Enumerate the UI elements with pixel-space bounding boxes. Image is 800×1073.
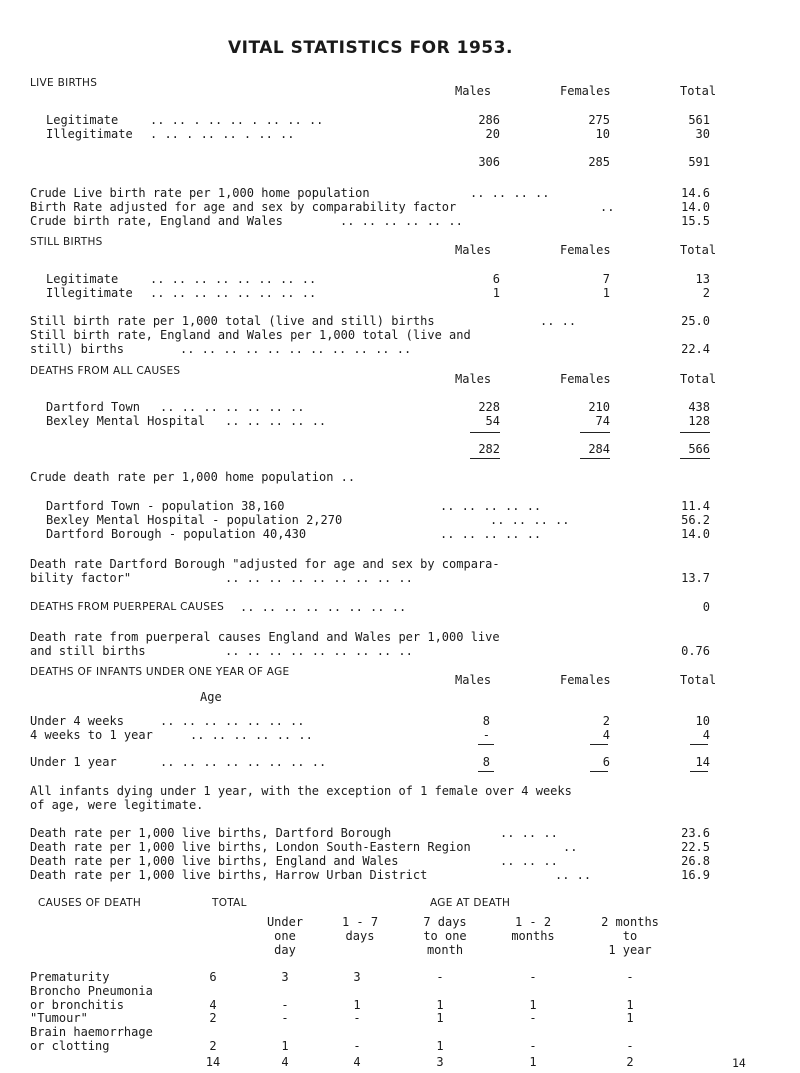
crude-death-heading: Crude death rate per 1,000 home population .. bbox=[30, 470, 356, 484]
males-total: 306 bbox=[478, 155, 500, 169]
page-title: VITAL STATISTICS FOR 1953. bbox=[228, 38, 513, 58]
dot-leader: .. .. bbox=[540, 314, 577, 328]
males-value: 20 bbox=[485, 127, 500, 141]
adjusted-rate-line1: Death rate Dartford Borough "adjusted for age and sex by compara- bbox=[30, 557, 500, 571]
deaths-header-males: Males bbox=[455, 372, 492, 386]
cause-value: 1 bbox=[626, 1011, 634, 1025]
subheader-line: to one bbox=[423, 929, 467, 943]
dot-leader: .. .. .. .. .. bbox=[225, 414, 327, 428]
row-label: Dartford Town bbox=[46, 400, 140, 414]
subheader-line: days bbox=[345, 929, 375, 943]
grand-total: 591 bbox=[688, 155, 710, 169]
rate-label: Death rate per 1,000 live births, Harrow Urban District bbox=[30, 868, 428, 882]
causes-heading: CAUSES OF DEATH bbox=[38, 897, 142, 909]
dot-leader: .. .. .. .. .. .. bbox=[340, 214, 463, 228]
dot-leader: .. .. bbox=[555, 868, 592, 882]
rate-label: Bexley Mental Hospital - population 2,270 bbox=[46, 513, 343, 527]
dot-leader: .. .. .. bbox=[500, 854, 558, 868]
males-value: - bbox=[482, 728, 490, 742]
puerperal-rate-value: 0.76 bbox=[681, 644, 710, 658]
dot-leader: .. .. .. .. .. .. .. bbox=[160, 714, 305, 728]
grand-total: 14 bbox=[695, 755, 710, 769]
deaths-header-females: Females bbox=[560, 372, 611, 386]
females-value: 4 bbox=[602, 728, 610, 742]
dot-leader: .. bbox=[563, 840, 578, 854]
dot-leader: .. .. .. .. .. .. .. .. bbox=[240, 600, 407, 614]
cause-label: Brain haemorrhage bbox=[30, 1025, 153, 1039]
cause-total: 4 bbox=[353, 1055, 361, 1069]
dot-leader: .. .. . .. .. . .. .. .. bbox=[150, 113, 324, 127]
cause-value: - bbox=[353, 1039, 361, 1053]
infants-header-males: Males bbox=[455, 673, 492, 687]
dot-leader: .. .. .. .. .. .. .. .. .. .. .. bbox=[180, 342, 412, 356]
cause-value: 4 bbox=[209, 998, 217, 1012]
rate-value: 15.5 bbox=[681, 214, 710, 228]
rule bbox=[590, 744, 608, 745]
dot-leader: .. .. .. .. bbox=[490, 513, 570, 527]
males-value: 6 bbox=[492, 272, 500, 286]
rate-value: 22.4 bbox=[681, 342, 710, 356]
cause-value: - bbox=[626, 970, 634, 984]
rate-label: Birth Rate adjusted for age and sex by comparability factor bbox=[30, 200, 457, 214]
puerperal-heading: DEATHS FROM PUERPERAL CAUSES bbox=[30, 601, 225, 613]
rule bbox=[690, 771, 708, 772]
row-label: Under 1 year bbox=[30, 755, 117, 769]
rate-label: Dartford Borough - population 40,430 bbox=[46, 527, 307, 541]
subheader-line: 1 year bbox=[608, 943, 652, 957]
adjusted-rate-value: 13.7 bbox=[681, 571, 710, 585]
males-value: 1 bbox=[492, 286, 500, 300]
rate-value: 25.0 bbox=[681, 314, 710, 328]
puerperal-value: 0 bbox=[702, 600, 710, 614]
females-value: 210 bbox=[588, 400, 610, 414]
dot-leader: .. bbox=[600, 200, 615, 214]
row-label: Illegitimate bbox=[46, 127, 133, 141]
infants-header-females: Females bbox=[560, 673, 611, 687]
infants-note-line1: All infants dying under 1 year, with the exception of 1 female over 4 weeks bbox=[30, 784, 572, 798]
cause-value: - bbox=[281, 1011, 289, 1025]
dot-leader: .. .. .. .. .. .. .. .. .. bbox=[225, 571, 413, 585]
rate-value: 56.2 bbox=[681, 513, 710, 527]
still-births-heading: STILL BIRTHS bbox=[30, 236, 103, 248]
deaths-all-heading: DEATHS FROM ALL CAUSES bbox=[30, 365, 181, 377]
dot-leader: .. .. .. .. .. .. .. .. bbox=[150, 272, 317, 286]
dot-leader: .. .. .. .. bbox=[470, 186, 550, 200]
dot-leader: .. .. .. .. .. .. bbox=[190, 728, 313, 742]
live-births-header-total: Total bbox=[680, 84, 717, 98]
subheader-line: 1 - 2 bbox=[514, 915, 552, 929]
cause-value: 1 bbox=[353, 998, 361, 1012]
cause-value: 1 bbox=[281, 1039, 289, 1053]
row-label: Legitimate bbox=[46, 272, 119, 286]
rate-label: Still birth rate, England and Wales per 1,000 total (live and bbox=[30, 328, 471, 342]
rule bbox=[590, 771, 608, 772]
total-value: 2 bbox=[702, 286, 710, 300]
dot-leader: .. .. .. .. .. bbox=[440, 499, 542, 513]
rule bbox=[690, 744, 708, 745]
cause-value: 2 bbox=[209, 1011, 217, 1025]
rate-value: 11.4 bbox=[681, 499, 710, 513]
subheader-line: to bbox=[622, 929, 638, 943]
dot-leader: .. .. .. .. .. .. .. .. bbox=[160, 755, 327, 769]
males-value: 286 bbox=[478, 113, 500, 127]
still-births-header-females: Females bbox=[560, 243, 611, 257]
row-label: 4 weeks to 1 year bbox=[30, 728, 153, 742]
cause-value: 1 bbox=[436, 1011, 444, 1025]
row-label: Bexley Mental Hospital bbox=[46, 414, 205, 428]
cause-value: 3 bbox=[281, 970, 289, 984]
rate-value: 14.0 bbox=[681, 200, 710, 214]
males-value: 8 bbox=[482, 714, 490, 728]
puerperal-rate-line2: and still births bbox=[30, 644, 146, 658]
females-value: 275 bbox=[588, 113, 610, 127]
males-total: 8 bbox=[482, 755, 490, 769]
rate-label: Crude birth rate, England and Wales bbox=[30, 214, 283, 228]
subheader-line: 7 days bbox=[423, 915, 467, 929]
subheader-line: months bbox=[511, 929, 555, 943]
infants-header-total: Total bbox=[680, 673, 717, 687]
infants-heading: DEATHS OF INFANTS UNDER ONE YEAR OF AGE bbox=[30, 666, 290, 678]
dot-leader: .. .. .. .. .. .. .. bbox=[160, 400, 305, 414]
rate-value: 16.9 bbox=[681, 868, 710, 882]
cause-value: - bbox=[529, 970, 537, 984]
cause-label: Broncho Pneumonia bbox=[30, 984, 153, 998]
live-births-header-females: Females bbox=[560, 84, 611, 98]
rule bbox=[580, 458, 610, 459]
causes-total-header: TOTAL bbox=[212, 897, 247, 909]
females-value: 74 bbox=[595, 414, 610, 428]
total-value: 13 bbox=[695, 272, 710, 286]
rule bbox=[478, 744, 494, 745]
dot-leader: .. .. .. .. .. .. .. .. bbox=[150, 286, 317, 300]
rule bbox=[680, 458, 710, 459]
cause-value: 1 bbox=[626, 998, 634, 1012]
dot-leader: .. .. .. bbox=[500, 826, 558, 840]
dot-leader: . .. . .. .. . .. .. bbox=[150, 127, 295, 141]
rate-value: 22.5 bbox=[681, 840, 710, 854]
females-value: 10 bbox=[595, 127, 610, 141]
rule bbox=[580, 432, 610, 433]
total-value: 10 bbox=[695, 714, 710, 728]
grand-total: 566 bbox=[688, 442, 710, 456]
row-label: Under 4 weeks bbox=[30, 714, 124, 728]
rate-value: 26.8 bbox=[681, 854, 710, 868]
infants-note-line2: of age, were legitimate. bbox=[30, 798, 204, 812]
cause-value: - bbox=[529, 1011, 537, 1025]
rate-value: 14.6 bbox=[681, 186, 710, 200]
cause-label: or clotting bbox=[30, 1039, 110, 1053]
subheader-line: one bbox=[274, 929, 296, 943]
rate-label: still) births bbox=[30, 342, 124, 356]
cause-value: 1 bbox=[436, 1039, 444, 1053]
live-births-heading: LIVE BIRTHS bbox=[30, 77, 98, 89]
rule bbox=[680, 432, 710, 433]
males-total: 282 bbox=[478, 442, 500, 456]
adjusted-rate-line2: bility factor" bbox=[30, 571, 132, 585]
age-label: Age bbox=[200, 690, 222, 704]
cause-value: - bbox=[281, 998, 289, 1012]
rule bbox=[470, 458, 500, 459]
females-total: 284 bbox=[588, 442, 610, 456]
total-value: 128 bbox=[688, 414, 710, 428]
cause-value: - bbox=[529, 1039, 537, 1053]
cause-label: or bronchitis bbox=[30, 998, 124, 1012]
total-value: 30 bbox=[695, 127, 710, 141]
cause-value: 2 bbox=[209, 1039, 217, 1053]
rate-label: Death rate per 1,000 live births, England and Wales bbox=[30, 854, 399, 868]
rate-label: Death rate per 1,000 live births, London South-Eastern Region bbox=[30, 840, 471, 854]
total-value: 438 bbox=[688, 400, 710, 414]
females-value: 1 bbox=[602, 286, 610, 300]
page-number: 14 bbox=[732, 1056, 746, 1070]
cause-total: 1 bbox=[529, 1055, 537, 1069]
cause-value: 6 bbox=[209, 970, 217, 984]
total-value: 561 bbox=[688, 113, 710, 127]
cause-value: - bbox=[436, 970, 444, 984]
row-label: Legitimate bbox=[46, 113, 119, 127]
total-value: 4 bbox=[702, 728, 710, 742]
deaths-header-total: Total bbox=[680, 372, 717, 386]
still-births-header-total: Total bbox=[680, 243, 717, 257]
cause-value: - bbox=[626, 1039, 634, 1053]
cause-total: 4 bbox=[281, 1055, 289, 1069]
subheader-line: 1 - 7 bbox=[341, 915, 379, 929]
rule bbox=[470, 432, 500, 433]
females-value: 7 bbox=[602, 272, 610, 286]
females-value: 2 bbox=[602, 714, 610, 728]
cause-value: 1 bbox=[436, 998, 444, 1012]
rate-value: 14.0 bbox=[681, 527, 710, 541]
causes-age-header: AGE AT DEATH bbox=[430, 897, 511, 909]
females-total: 285 bbox=[588, 155, 610, 169]
puerperal-rate-line1: Death rate from puerperal causes England and Wales per 1,000 live bbox=[30, 630, 500, 644]
rule bbox=[478, 771, 494, 772]
dot-leader: .. .. .. .. .. bbox=[440, 527, 542, 541]
subheader-line: Under bbox=[266, 915, 304, 929]
cause-label: "Tumour" bbox=[30, 1011, 88, 1025]
males-value: 54 bbox=[485, 414, 500, 428]
cause-value: 1 bbox=[529, 998, 537, 1012]
live-births-header-males: Males bbox=[455, 84, 492, 98]
subheader-line: 2 months bbox=[601, 915, 659, 929]
cause-total: 3 bbox=[436, 1055, 444, 1069]
rate-label: Crude Live birth rate per 1,000 home population bbox=[30, 186, 370, 200]
cause-total: 14 bbox=[205, 1055, 221, 1069]
cause-value: 3 bbox=[353, 970, 361, 984]
rate-label: Death rate per 1,000 live births, Dartford Borough bbox=[30, 826, 392, 840]
subheader-line: day bbox=[274, 943, 296, 957]
females-total: 6 bbox=[602, 755, 610, 769]
cause-value: - bbox=[353, 1011, 361, 1025]
cause-label: Prematurity bbox=[30, 970, 110, 984]
still-births-header-males: Males bbox=[455, 243, 492, 257]
cause-total: 2 bbox=[626, 1055, 634, 1069]
males-value: 228 bbox=[478, 400, 500, 414]
rate-label: Still birth rate per 1,000 total (live and still) births bbox=[30, 314, 435, 328]
dot-leader: .. .. .. .. .. .. .. .. .. bbox=[225, 644, 413, 658]
row-label: Illegitimate bbox=[46, 286, 133, 300]
rate-value: 23.6 bbox=[681, 826, 710, 840]
rate-label: Dartford Town - population 38,160 bbox=[46, 499, 285, 513]
subheader-line: month bbox=[426, 943, 464, 957]
